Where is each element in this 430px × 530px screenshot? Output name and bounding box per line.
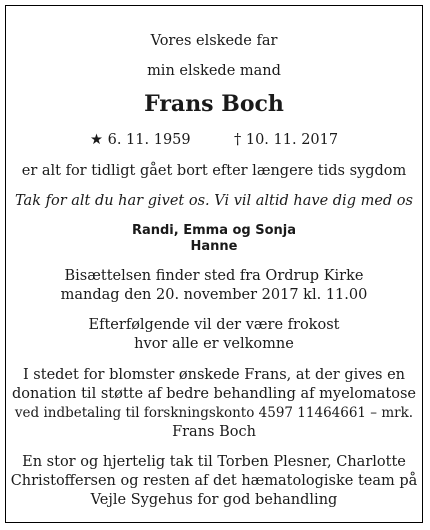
reception-line-1: Efterfølgende vil der være frokost: [88, 317, 340, 333]
family-line-2: Hanne: [190, 239, 238, 254]
funeral-line-2: mandag den 20. november 2017 kl. 11.00: [60, 287, 368, 303]
funeral-line-1: Bisættelsen finder sted fra Ordrup Kirke: [64, 268, 364, 284]
donation-line-2: donation til støtte af bedre behandling af myelomatose: [11, 386, 417, 402]
deceased-name: Frans Boch: [144, 91, 284, 117]
donation-line-1: I stedet for blomster ønskede Frans, at der gives en: [22, 367, 406, 383]
intro-line-1: Vores elskede far: [150, 33, 278, 49]
gratitude-line-2: Christoffersen og resten af det hæmatologiske team på: [10, 473, 418, 489]
family-line-1: Randi, Emma og Sonja: [131, 223, 297, 238]
thanks-quote: Tak for alt du har givet os. Vi vil altid have dig med os: [15, 193, 413, 209]
reception-line-2: hvor alle er velkomne: [134, 336, 294, 352]
birth-date: ★ 6. 11. 1959: [90, 132, 191, 148]
cause-line: er alt for tidligt gået bort efter længere tids sygdom: [21, 163, 407, 179]
gratitude-line-3: Vejle Sygehus for god behandling: [90, 492, 338, 508]
intro-line-2: min elskede mand: [147, 63, 281, 79]
obituary-notice: [5, 5, 423, 523]
donation-line-4: Frans Boch: [172, 424, 256, 440]
donation-line-3: ved indbetaling til forskningskonto 4597 11464661 – mrk.: [14, 405, 414, 421]
death-date: † 10. 11. 2017: [234, 132, 339, 148]
gratitude-line-1: En stor og hjertelig tak til Torben Plesner, Charlotte: [22, 454, 406, 470]
